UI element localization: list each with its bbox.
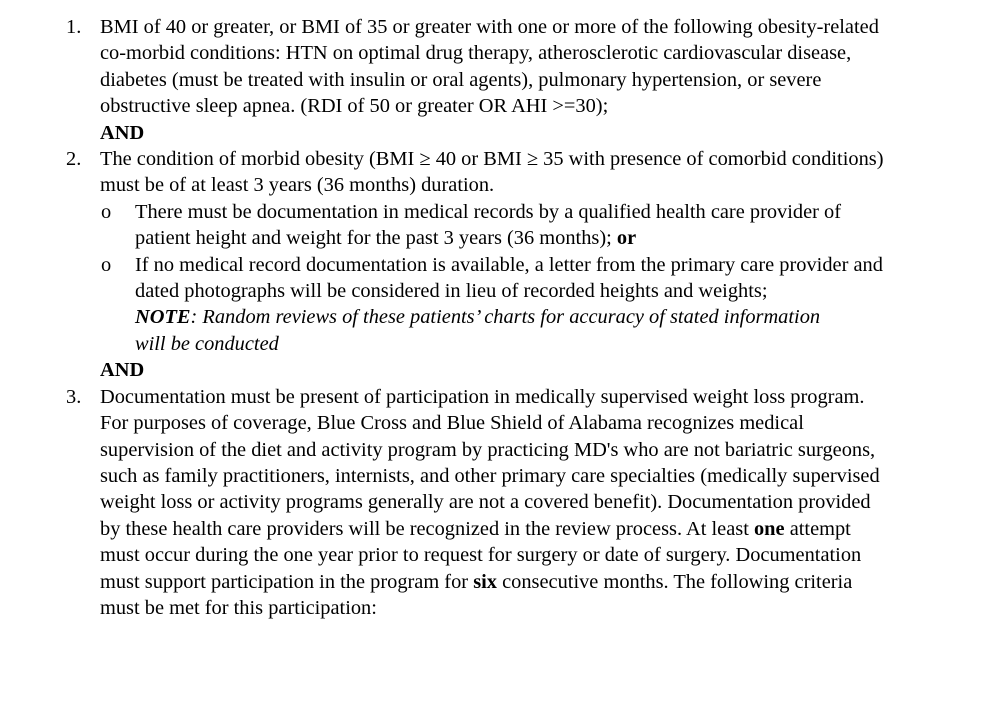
- item-text: The condition of morbid obesity (BMI ≥ 40 or BMI ≥ 35 with presence of comorbid conditions) must be of at least 3 years (36 months) duration.: [100, 148, 884, 197]
- and-connector: AND: [100, 359, 145, 382]
- note: [135, 304, 835, 357]
- item-number: 2.: [66, 148, 82, 171]
- item-text-part-3: consecutive months. The following criteria must be met for this participation:: [100, 570, 853, 619]
- item-bold-six: six: [473, 570, 497, 593]
- bullet-text: If no medical record documentation is available, a letter from the primary care provider and dated photographs will be considered in lieu of recorded heights and weights;: [135, 253, 883, 303]
- note-text: : Random reviews of these patients’ charts for accuracy of stated information will be conducted: [135, 306, 821, 355]
- bullet-bold-suffix: or: [616, 227, 637, 250]
- item-text: [100, 384, 890, 622]
- criteria-item-2: [0, 146, 900, 384]
- criteria-item-1: [0, 14, 900, 146]
- item-number: 3.: [66, 385, 82, 408]
- item-text-part-2: attempt must occur during the one year prior to request for surgery or date of surgery. Documentation must support participation in the program for: [100, 517, 862, 593]
- sub-bullet-1: [100, 199, 900, 252]
- and-connector: AND: [100, 121, 145, 144]
- bullet-marker: o: [101, 253, 112, 276]
- bullet-marker: o: [101, 200, 112, 223]
- item-bold-one: one: [753, 517, 785, 540]
- item-number: 1.: [66, 16, 82, 38]
- bullet-text: There must be documentation in medical records by a qualified health care provider of patient height and weight for the past 3 years (36 months);: [135, 200, 842, 250]
- sub-bullet-2: [100, 252, 900, 358]
- item-text: BMI of 40 or greater, or BMI of 35 or greater with one or more of the following obesity-related co-morbid conditions: HTN on optimal drug therapy, atherosclerotic cardiovascular disease, diabetes (must be treated with insulin or oral agents), pulmonary hypertension, or severe obstructive sleep apnea. (RDI of 50 or greater OR AHI >=30);: [100, 16, 879, 118]
- note-label: NOTE: [135, 306, 191, 329]
- item-text-part-1: Documentation must be present of participation in medically supervised weight loss program. For purposes of coverage, Blue Cross and Blue Shield of Alabama recognizes medical supervision of the diet and activity program by practicing MD's who are not bariatric surgeons, such as family practitioners, internists, and other primary care specialties (medically supervised weight loss or activity programs generally are not a covered benefit). Documentation provided by these health care providers will be recognized in the review process. At least: [100, 385, 880, 540]
- criteria-item-3: [0, 384, 900, 622]
